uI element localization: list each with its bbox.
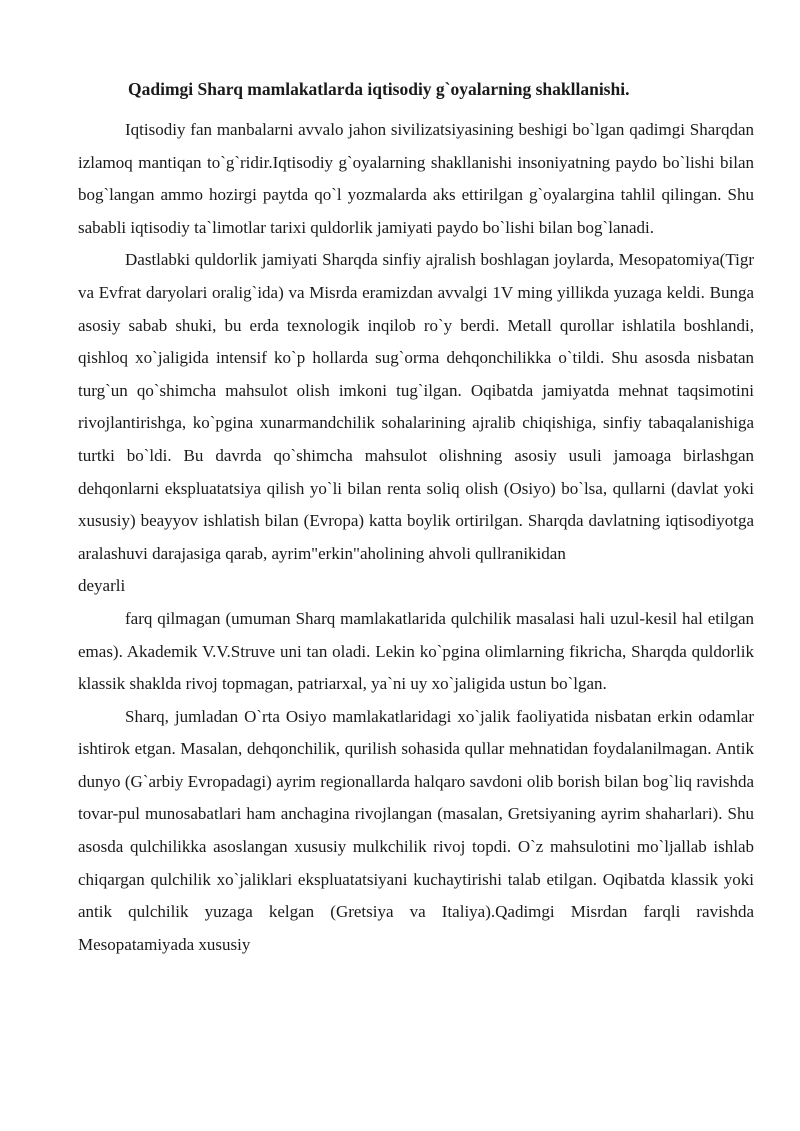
paragraph-1: Iqtisodiy fan manbalarni avvalo jahon sivilizatsiyasining beshigi bo`lgan qadimgi Sharqdan izlamoq mantiqan to`g`ridir.Iqtisodiy g`oyalarning shakllanishi insoniyatning paydo bo`lishi bilan bog`langan ammo hozirgi paytda qo`l yozmalarda aks ettirilgan g`oyalargina tahlil qilingan. Shu sababli iqtisodiy ta`limotlar tarixi quldorlik jamiyati paydo bo`lishi bilan bog`lanadi.: [78, 120, 754, 237]
document-page: [78, 78, 754, 961]
paragraph-3: deyarli: [78, 576, 126, 596]
paragraph-2: Dastlabki quldorlik jamiyati Sharqda sinfiy ajralish boshlagan joylarda, Mesopatomiya(Tigr va Evfrat daryolari oralig`ida) va Misrda eramizdan avvalgi 1V ming yillikda yuzaga keldi. Bunga asosiy sabab shuki, bu erda texnologik inqilob ro`y berdi. Metall qurollar ishlatila boshlandi, qishloq xo`jaligida intensif ko`p hollarda sug`orma dehqonchilikka o`tildi. Shu asosda nisbatan turg`un qo`shimcha mahsulot olish imkoni tug`ilgan. Oqibatda jamiyatda mehnat taqsimotini rivojlantirishga, ko`pgina xunarmandchilik sohalarining ajralib chiqishiga, sinfiy tabaqalanishiga turtki bo`ldi. Bu davrda qo`shimcha mahsulot olishning asosiy usuli jamoaga birlashgan dehqonlarni ekspluatatsiya qilish yo`li bilan renta soliq olish (Osiyo) bo`lsa, qullarni (davlat yoki xususiy) beayyov ishlatish bilan (Evropa) katta boylik ortirilgan. Sharqda davlatning iqtisodiyotga aralashuvi darajasiga qarab, ayrim"erkin"aholining ahvoli qullranikidan: [78, 250, 754, 563]
document-title: Qadimgi Sharq mamlakatlarda iqtisodiy g`oyalarning shakllanishi.: [128, 79, 630, 99]
paragraph-5: Sharq, jumladan O`rta Osiyo mamlakatlaridagi xo`jalik faoliyatida nisbatan erkin odamlar ishtirok etgan. Masalan, dehqonchilik, qurilish sohasida qullar mehnatidan foydalanilmagan. Antik dunyo (G`arbiy Evropadagi) ayrim regionallarda halqaro savdoni olib borish bilan bog`liq ravishda tovar-pul munosabatlari ham anchagina rivojlangan (masalan, Gretsiyaning ayrim shaharlari). Shu asosda qulchilikka asoslangan xususiy mulkchilik rivoj topdi. O`z mahsulotini mo`ljallab ishlab chiqargan qulchilik xo`jaliklari ekspluatatsiyani kuchaytirishi talab etilgan. Oqibatda klassik yoki antik qulchilik yuzaga kelgan (Gretsiya va Italiya).Qadimgi Misrdan farqli ravishda Mesopatamiyada xususiy: [78, 706, 754, 954]
paragraph-4: farq qilmagan (umuman Sharq mamlakatlarida qulchilik masalasi hali uzul-kesil hal etilgan emas). Akademik V.V.Struve uni tan oladi. Lekin ko`pgina olimlarning fikricha, Sharqda quldorlik klassik shaklda rivoj topmagan, patriarxal, ya`ni uy xo`jaligida ustun bo`lgan.: [78, 608, 754, 694]
